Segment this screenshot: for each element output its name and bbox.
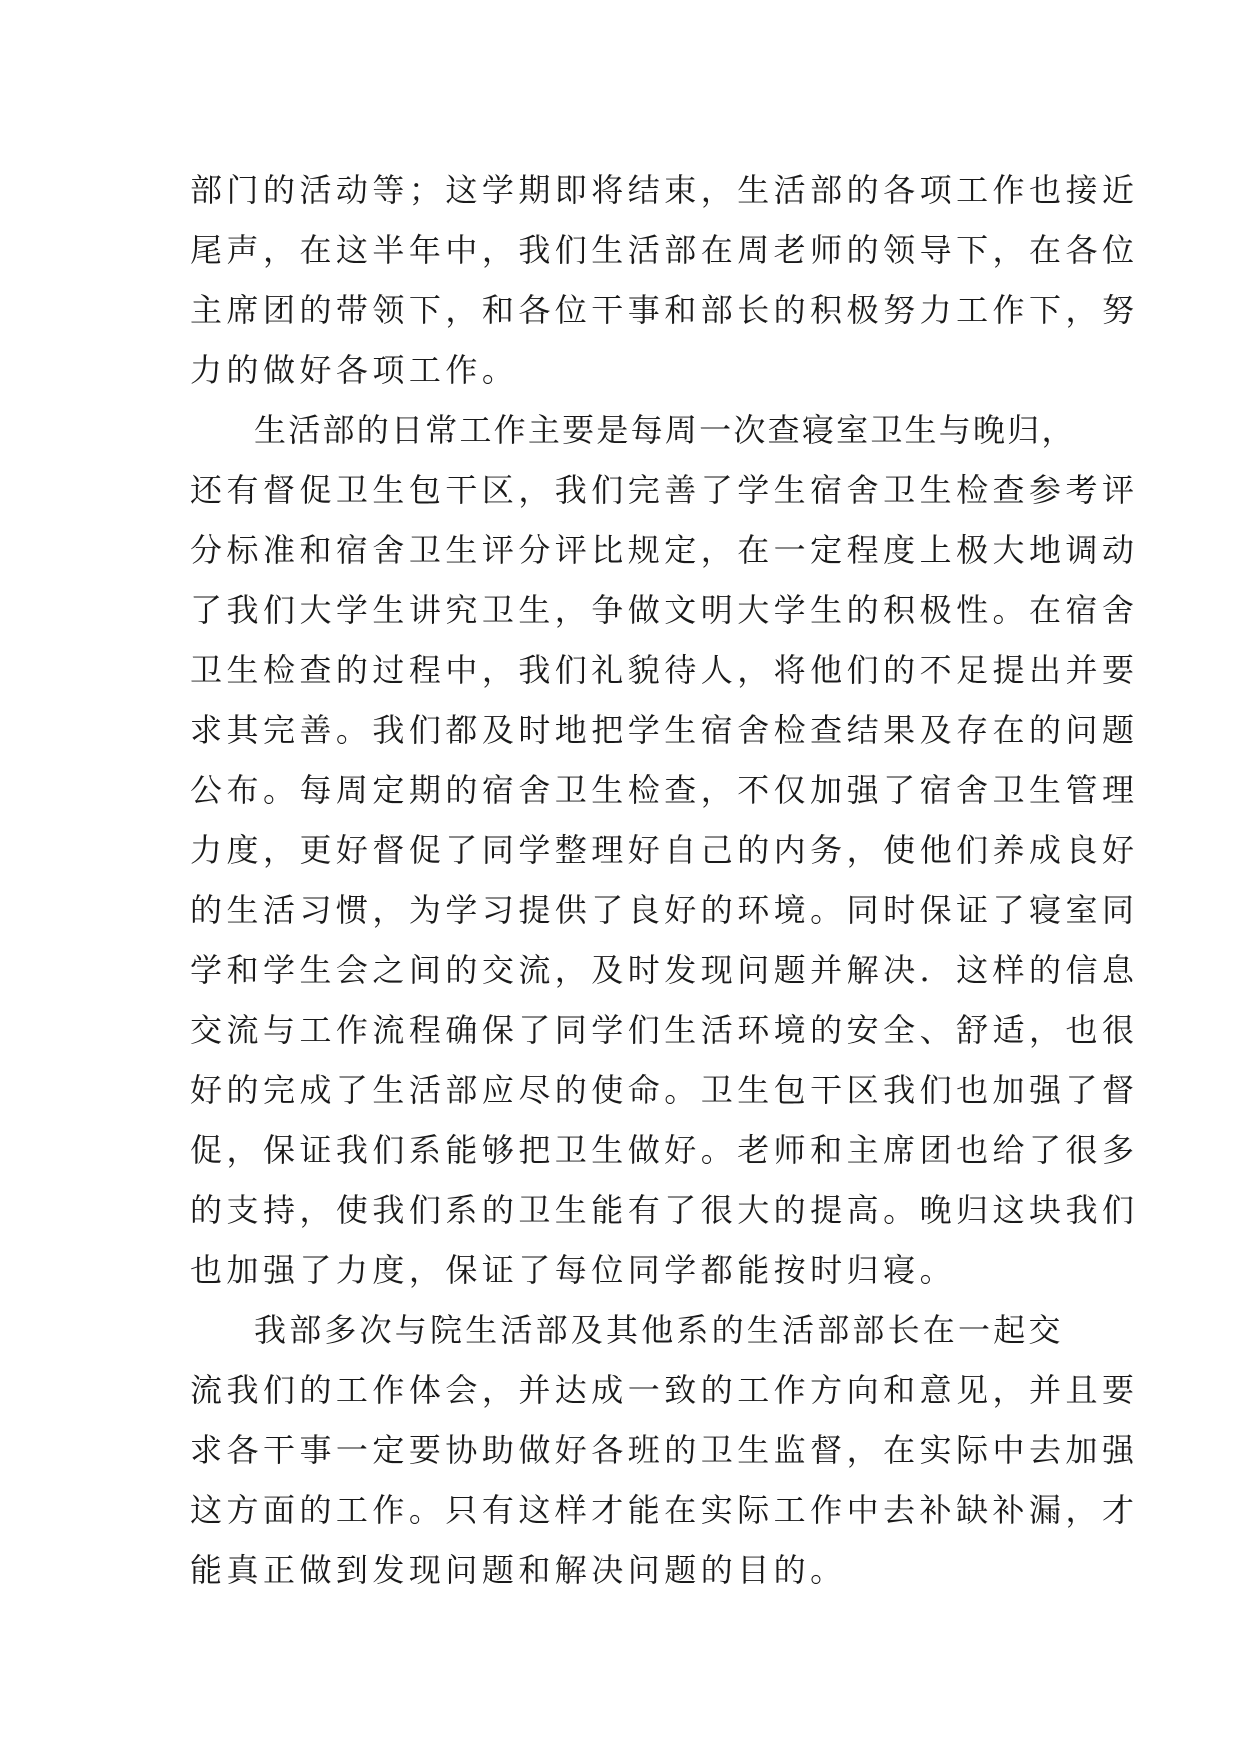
document-body — [190, 160, 1139, 1600]
text-line: 求其完善。我们都及时地把学生宿舍检查结果及存在的问题 — [190, 711, 1139, 749]
paragraph-first-line: 我部多次与院生活部及其他系的生活部部长在一起交 — [254, 1311, 1064, 1349]
text-line: 的生活习惯，为学习提供了良好的环境。同时保证了寝室同 — [190, 891, 1139, 929]
text-line: 也加强了力度，保证了每位同学都能按时归寝。 — [190, 1251, 957, 1289]
text-line: 流我们的工作体会，并达成一致的工作方向和意见，并且要 — [190, 1371, 1139, 1409]
text-line: 学和学生会之间的交流，及时发现问题并解决．这样的信息 — [190, 951, 1139, 989]
text-line: 分标准和宿舍卫生评分评比规定，在一定程度上极大地调动 — [190, 531, 1139, 569]
text-line: 能真正做到发现问题和解决问题的目的。 — [190, 1551, 847, 1589]
text-line: 还有督促卫生包干区，我们完善了学生宿舍卫生检查参考评 — [190, 471, 1139, 509]
text-line: 好的完成了生活部应尽的使命。卫生包干区我们也加强了督 — [190, 1071, 1139, 1109]
text-line: 促，保证我们系能够把卫生做好。老师和主席团也给了很多 — [190, 1131, 1139, 1169]
text-line: 交流与工作流程确保了同学们生活环境的安全、舒适，也很 — [190, 1011, 1139, 1049]
text-line: 部门的活动等；这学期即将结束，生活部的各项工作也接近 — [190, 171, 1139, 209]
text-line: 的支持，使我们系的卫生能有了很大的提高。晚归这块我们 — [190, 1191, 1139, 1229]
text-line: 公布。每周定期的宿舍卫生检查，不仅加强了宿舍卫生管理 — [190, 771, 1139, 809]
text-line: 尾声，在这半年中，我们生活部在周老师的领导下，在各位 — [190, 231, 1139, 269]
text-line: 求各干事一定要协助做好各班的卫生监督，在实际中去加强 — [190, 1431, 1139, 1469]
text-line: 力的做好各项工作。 — [190, 351, 519, 389]
text-line: 力度，更好督促了同学整理好自己的内务，使他们养成良好 — [190, 831, 1139, 869]
text-line: 主席团的带领下，和各位干事和部长的积极努力工作下，努 — [190, 291, 1139, 329]
text-line: 了我们大学生讲究卫生，争做文明大学生的积极性。在宿舍 — [190, 591, 1139, 629]
text-line: 卫生检查的过程中，我们礼貌待人，将他们的不足提出并要 — [190, 651, 1139, 689]
paragraph-first-line: 生活部的日常工作主要是每周一次查寝室卫生与晚归， — [254, 411, 1076, 449]
text-line: 这方面的工作。只有这样才能在实际工作中去补缺补漏，才 — [190, 1491, 1139, 1529]
